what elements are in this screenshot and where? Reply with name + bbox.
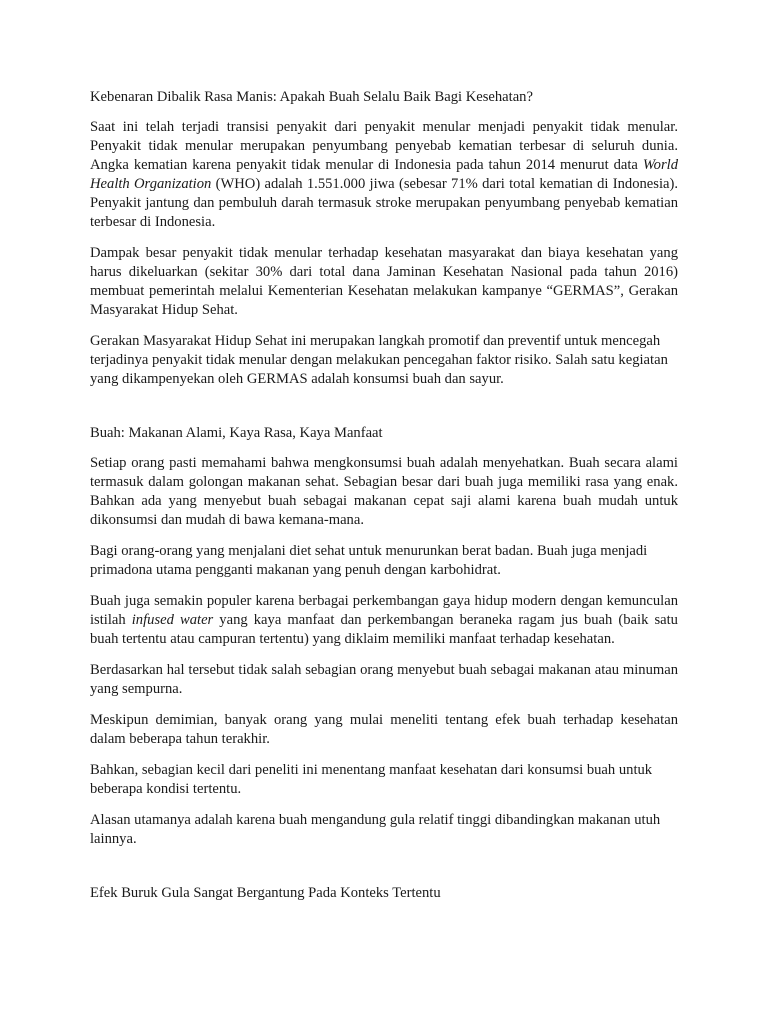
paragraph bbox=[90, 592, 678, 649]
paragraph: Gerakan Masyarakat Hidup Sehat ini merupakan langkah promotif dan preventif untuk mencegah terjadinya penyakit tidak menular dengan melakukan pencegahan faktor risiko. Salah satu kegiatan yang dikampenyekan oleh GERMAS adalah konsumsi buah dan sayur. bbox=[90, 333, 668, 387]
section-heading: Kebenaran Dibalik Rasa Manis: Apakah Buah Selalu Baik Bagi Kesehatan? bbox=[90, 89, 533, 105]
paragraph-text: Buah juga semakin populer karena berbagai perkembangan gaya hidup modern dengan kemunculan istilah bbox=[90, 593, 678, 628]
section-heading: Buah: Makanan Alami, Kaya Rasa, Kaya Manfaat bbox=[90, 425, 383, 441]
section-spacer bbox=[90, 401, 678, 424]
section-heading: Efek Buruk Gula Sangat Bergantung Pada Konteks Tertentu bbox=[90, 885, 441, 901]
paragraph-text: yang kaya manfaat dan perkembangan beraneka ragam jus buah (baik satu buah tertentu atau campuran tertentu) yang diklaim memiliki manfaat terhadap kesehatan. bbox=[90, 612, 678, 647]
paragraph-text: Saat ini telah terjadi transisi penyakit dari penyakit menular menjadi penyakit tidak menular. Penyakit tidak menular merupakan penyumbang penyebab kematian terbesar di seluruh dunia. Angka kematian karena penyakit tidak menular di Indonesia pada tahun 2014 menurut data bbox=[90, 119, 678, 173]
paragraph bbox=[90, 118, 678, 232]
document-page bbox=[90, 88, 678, 914]
paragraph: Alasan utamanya adalah karena buah mengandung gula relatif tinggi dibandingkan makanan utuh lainnya. bbox=[90, 812, 661, 847]
paragraph: Berdasarkan hal tersebut tidak salah sebagian orang menyebut buah sebagai makanan atau minuman yang sempurna. bbox=[90, 662, 678, 697]
paragraph: Bagi orang-orang yang menjalani diet sehat untuk menurunkan berat badan. Buah juga menjadi primadona utama pengganti makanan yang penuh dengan karbohidrat. bbox=[90, 543, 648, 578]
paragraph: Bahkan, sebagian kecil dari peneliti ini menentang manfaat kesehatan dari konsumsi buah untuk beberapa kondisi tertentu. bbox=[90, 762, 653, 797]
italic-term: World Health Organization bbox=[90, 157, 678, 192]
paragraph-text: (WHO) adalah 1.551.000 jiwa (sebesar 71% dari total kematian di Indonesia). Penyakit jantung dan pembuluh darah termasuk stroke merupakan penyumbang penyebab kematian terbesar di Indonesia. bbox=[90, 176, 679, 230]
section-spacer bbox=[90, 861, 678, 884]
paragraph: Meskipun demimian, banyak orang yang mulai meneliti tentang efek buah terhadap kesehatan dalam beberapa tahun terakhir. bbox=[90, 712, 678, 747]
paragraph: Setiap orang pasti memahami bahwa mengkonsumsi buah adalah menyehatkan. Buah secara alami termasuk dalam golongan makanan sehat. Sebagian besar dari buah juga memiliki rasa yang enak. Bahkan ada yang menyebut buah sebagai makanan cepat saji alami karena buah mudah untuk dikonsumsi dan mudah di bawa kemana-mana. bbox=[90, 455, 678, 528]
italic-term: infused water bbox=[131, 612, 214, 628]
paragraph: Dampak besar penyakit tidak menular terhadap kesehatan masyarakat dan biaya kesehatan yang harus dikeluarkan (sekitar 30% dari total dana Jaminan Kesehatan Nasional pada tahun 2016) membuat pemerintah melalui Kementerian Kesehatan melakukan kampanye “GERMAS”, Gerakan Masyarakat Hidup Sehat. bbox=[90, 245, 678, 318]
